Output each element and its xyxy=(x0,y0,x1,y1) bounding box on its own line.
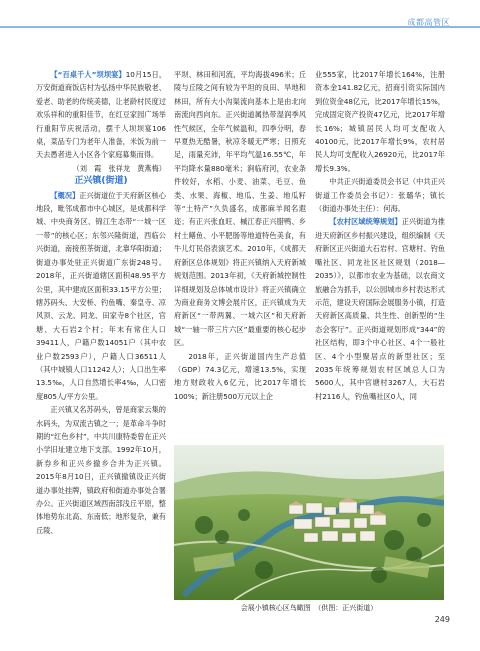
photo-caption: 会展小镇核心区鸟瞰图 （供图：正兴街道） xyxy=(240,604,378,612)
news-paragraph xyxy=(36,68,166,162)
geography-paragraph: 平坝、林田和河流，平均海拔496米；丘陵与丘陵之间有较为平坦的良田、旱地和林田，所有大小沟渠流向基本上是由北向南流向西向东。正兴街道属热带湿润季风性气候区，全年气候温和，四季分明，春早夏热无酷暑，秋凉冬暖无严寒；日照充足，雨量充沛，年平均气温16.55℃，年平均降水量880毫米；涧临府河，农业条件较好，水稻、小麦、油菜、毛豆、鱼类、水果、海椒、地瓜、生姜、地瓜籽等“土特产”久负盛名，成都麻羊闻名遐迩；有正兴张血旺、槭江春正兴腊鸭、乡村土鳝鱼、小平肥肠等地道特色美食，有牛儿灯民俗表演艺术。2010年，《成都天府新区总体规划》将正兴镇纳入天府新城规划范围。2013年初，《天府新城控制性详细规划及总体城市设计》将正兴镇确立为商业商务文博会展片区，正兴镇成为天府新区“一带两翼、一城六区”和天府新城“一轴一带三片六区”最重要的核心起步区。 xyxy=(174,70,306,348)
economy-continued-paragraph: 业555家，比2017年增长164%，注册资本金141.82亿元，招商引资实际国内到位资金48亿元，比2017年增长15%，完成固定资产投资47亿元，比2017年增长16%；城镇居民人均可支配收入40100元，比2017年增长9%，农村居民人均可支配收入26920元，比2017年增长9.3%。 xyxy=(315,70,445,173)
section-tag: 成都高管区 xyxy=(407,18,450,27)
planning-text: 正兴街道为推进天府新区乡村振兴建设，组织编制《天府新区正兴街道大石岩村、官塘村、钓鱼嘴社区、同龙社区社区规划（2018—2035）》，以都市农业为基础，以农商文旅融合为抓手，以公园城市乡村表达形式示范，建设天府国际会展服务小镇，打造天府新区高质量、共生性、创新型的“生态会客厅”。正兴街道规划形成“344”的社区结构，即3个中心社区、4个一般社区、4个小型聚居点的新型社区；至2035年统筹规划农村区域总人口为5600人，其中官塘村3267人，大石岩村2116人，钓鱼嘴社区0人，同 xyxy=(315,217,445,401)
aerial-photo xyxy=(174,445,444,600)
planning-paragraph xyxy=(315,215,445,403)
leadership-paragraph: 中共正兴街道委员会书记（中共正兴街道工作委员会书记）：张璐华；镇长（街道办事处主任）：何海。 xyxy=(315,177,445,214)
overview-text: 正兴街道位于天府新区核心地段，毗邻成都市中心城区，是成都科学城、中央商务区、锦江生态带“一城一区一带”的核心区；东邻兴隆街道，西临公兴街道，南接煎茶街道，北靠华阳街道；街道办事处驻正兴街道广东街248号。2018年，正兴街道辖区面积48.95平方公里，其中建成区面积33.15平方公里；辖苏码头、大安桥、钓鱼嘴、秦皇寺、凉风顶、云龙、同龙、田家寺8个社区，官塘、大石岩2个村；年末有常住人口39411人，户籍户数14051户（其中农业户数2593户），户籍人口36511人（其中城镇人口11242人）；人口出生率13.5‰，人口自然增长率4‰，人口密度805人/平方公里。 xyxy=(36,190,166,401)
history-paragraph: 正兴镇又名苏码头，曾是商家云集的水码头，为双流古镇之一；是革命斗争时期的“红色乡村”，中共川康特委曾在正兴小学旧址建立地下支部。1992年10月，新券乡和正兴乡撤乡合并为正兴镇。2015年8月10日，正兴镇撤镇设正兴街道办事处挂牌，镇政府和街道办事处合署办公。正兴街道区域西南部浅丘平原，整体地势东北高、东南低；地形复杂，兼有丘陵、 xyxy=(36,405,166,535)
news-tag: 【“百桌千人”坝坝宴】 xyxy=(50,70,126,79)
column-3 xyxy=(315,68,445,403)
aerial-photo-illustration xyxy=(174,445,444,600)
economy-paragraph: 2018年，正兴街道国内生产总值（GDP）74.3亿元，增速13.5%，实现地方财政收入6亿元，比2017年增长100%；新注册500万元以上企 xyxy=(174,351,306,401)
column-1 xyxy=(36,68,166,537)
planning-tag: 【农村区域统筹规划】 xyxy=(329,217,402,227)
overview-paragraph xyxy=(36,189,166,404)
column-2 xyxy=(174,68,306,403)
overview-tag: 【概况】 xyxy=(50,190,80,200)
news-text: 10月15日，万安街道商饭店村为弘扬中华民族敬老、爱老、助老的传统美德，让老龄村民度过欢乐祥和的重阳佳节，在红豆家园广场举行重阳节庆祝活动，摆千人坝坝宴106桌，菜品专门为老年人准备，米饭为前一天去愚者进入小区各个家庭募集而得。 xyxy=(36,70,167,160)
news-signature: （刘 霞 张祥龙 黄燕梅） xyxy=(72,163,166,173)
section-title: 正兴镇(街道) xyxy=(74,176,128,187)
page-number: 249 xyxy=(434,615,450,624)
